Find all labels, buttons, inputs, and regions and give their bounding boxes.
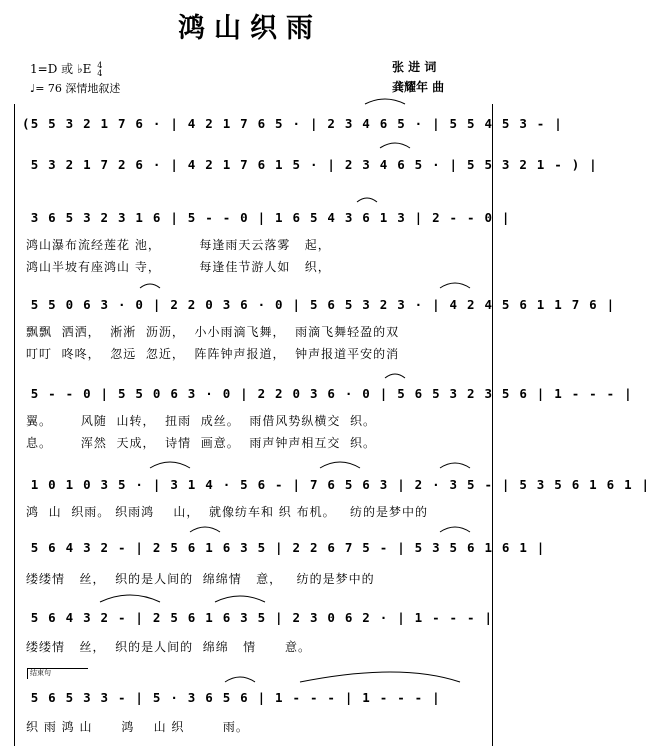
lyric-row-3-verse-1: 鸿山瀑布流经莲花 池， 每逢雨天云落雾 起， xyxy=(26,238,331,252)
lyric-row-3-verse-2: 鸿山半坡有座鸿山 寺， 每逢佳节游人如 织， xyxy=(26,260,331,274)
slur xyxy=(440,463,470,468)
ending-label: 结束句 xyxy=(30,669,51,677)
slur xyxy=(380,143,410,148)
time-signature-bottom: 4 xyxy=(97,68,103,78)
slur xyxy=(440,283,470,288)
slur xyxy=(365,99,405,104)
key-signature-text: 1=D 或 xyxy=(30,62,74,76)
slur xyxy=(385,374,405,378)
music-row-4: 5 5 0 6 3 · 0 | 2 2 0 3 6 · 0 | 5 6 5 3 2 3 · | 4 2 4 5 6 1 1 7 6 | xyxy=(22,297,616,312)
slur xyxy=(215,596,265,602)
lyric-row-8: 缕缕情 丝， 织的是人间的 绵绵 情 意。 xyxy=(26,640,312,654)
slur xyxy=(190,527,220,532)
music-row-9: 5 6 5 3 3 - | 5 · 3 6 5 6 | 1 - - - | 1 - - - | xyxy=(22,690,441,705)
music-row-8: 5 6 4 3 2 - | 2 5 6 1 6 3 5 | 2 3 0 6 2 · | 1 - - - | xyxy=(22,610,494,625)
music-row-3: 3 6 5 3 2 3 1 6 | 5 - - 0 | 1 6 5 4 3 6 1 3 | 2 - - 0 | xyxy=(22,210,511,225)
slur xyxy=(300,672,460,682)
slur xyxy=(100,595,160,602)
lyric-row-4-verse-2: 叮叮 咚咚， 忽远 忽近， 阵阵钟声报道， 钟声报道平安的消 xyxy=(26,347,400,361)
tempo-marking: ♩= 76 深情地叙述 xyxy=(30,82,121,95)
slur xyxy=(225,677,255,682)
slur xyxy=(140,284,160,288)
composer-credit: 龚耀年 曲 xyxy=(392,80,445,94)
slur xyxy=(150,462,190,468)
lyric-row-6: 鸿 山 织雨。 织雨鸿 山， 就像纺车和 织 布机。 纺的是梦中的 xyxy=(26,505,429,519)
lyricist-credit: 张 进 词 xyxy=(392,60,437,74)
slur xyxy=(357,198,377,202)
time-signature-top: 4 xyxy=(97,60,103,70)
music-row-7: 5 6 4 3 2 - | 2 5 6 1 6 3 5 | 2 2 6 7 5 - | 5 3 5 6 1 6 1 | xyxy=(22,540,546,555)
lyric-row-7: 缕缕情 丝， 织的是人间的 绵绵情 意， 纺的是梦中的 xyxy=(26,572,375,586)
music-row-1: (5 5 3 2 1 7 6 · | 4 2 1 7 6 5 · | 2 3 4 6 5 · | 5 5 4 5 3 - | xyxy=(22,116,563,131)
music-row-5: 5 - - 0 | 5 5 0 6 3 · 0 | 2 2 0 3 6 · 0 | 5 6 5 3 2 3 5 6 | 1 - - - | xyxy=(22,386,633,401)
music-row-2: 5 3 2 1 7 2 6 · | 4 2 1 7 6 1 5 · | 2 3 4 6 5 · | 5 5 3 2 1 - ) | xyxy=(22,157,598,172)
slur xyxy=(320,462,360,468)
song-title: 鸿山织雨 xyxy=(178,13,322,44)
lyric-row-5-verse-1: 翼。 风随 山转， 扭雨 成丝。 雨借风势纵横交 织。 xyxy=(26,414,377,428)
key-alternative: ♭E xyxy=(76,62,92,76)
slur xyxy=(440,527,470,532)
music-row-6: 1 0 1 0 3 5 · | 3 1 4 · 5 6 - | 7 6 5 6 3 | 2 · 3 5 - | 5 3 5 6 1 6 1 | xyxy=(22,477,650,492)
lyric-row-4-verse-1: 飘飘 洒洒， 淅淅 沥沥， 小小雨滴飞舞， 雨滴飞舞轻盈的双 xyxy=(26,325,400,339)
lyric-row-9: 织 雨 鸿 山 鸿 山 织 雨。 xyxy=(26,720,249,734)
lyric-row-5-verse-2: 息。 浑然 天成， 诗情 画意。 雨声钟声相互交 织。 xyxy=(26,436,377,450)
